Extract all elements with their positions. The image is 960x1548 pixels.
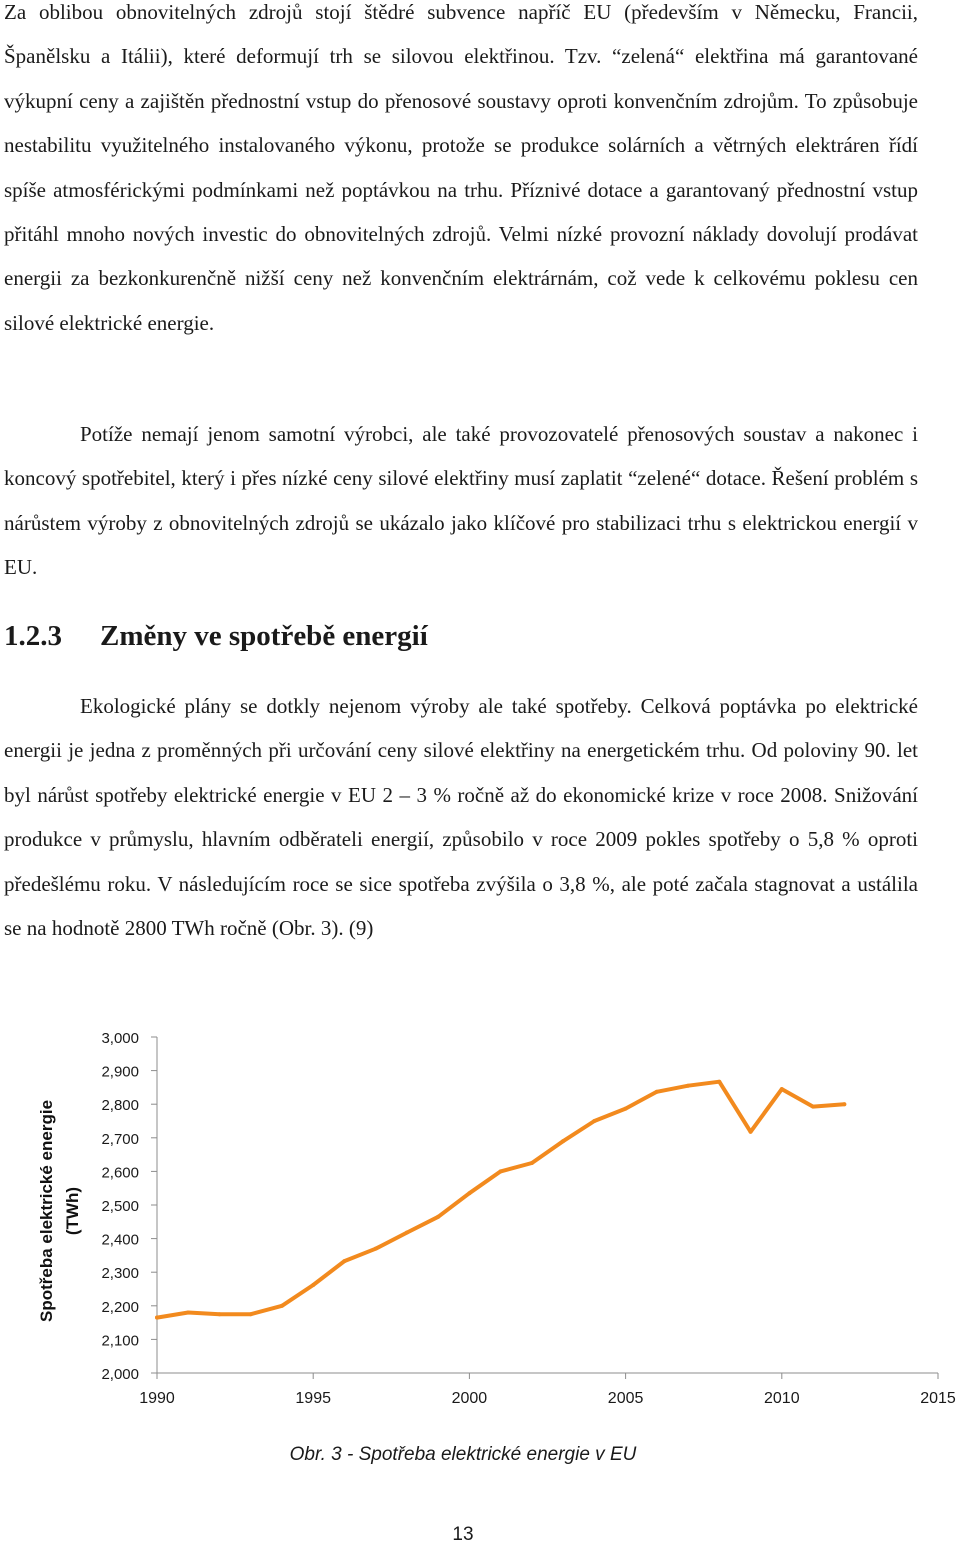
- x-tick-label: 2005: [607, 1390, 644, 1407]
- data-point: [186, 1311, 190, 1315]
- data-point: [811, 1105, 815, 1109]
- data-point: [217, 1312, 221, 1316]
- page-number: 13: [452, 1524, 474, 1545]
- y-tick-label: 2,700: [101, 1130, 139, 1148]
- data-point: [311, 1283, 315, 1287]
- data-point: [655, 1090, 659, 1094]
- data-point: [249, 1312, 253, 1316]
- section-title: Změny ve spotřebě energií: [100, 620, 428, 652]
- x-tick-label: 1990: [139, 1390, 175, 1407]
- data-point: [561, 1139, 565, 1143]
- data-point: [374, 1247, 378, 1251]
- data-point: [155, 1316, 159, 1320]
- paragraph-problems: [4, 412, 918, 590]
- paragraph-subsidies: [4, 0, 918, 345]
- data-point: [342, 1259, 346, 1263]
- y-axis-label: (TWh): [63, 1186, 82, 1236]
- data-point: [499, 1169, 503, 1173]
- y-tick-label: 2,300: [101, 1265, 139, 1283]
- y-axis-label: Spotřeba elektrické energie: [37, 1099, 56, 1323]
- data-point: [467, 1191, 471, 1195]
- paragraph-consumption: [4, 684, 918, 950]
- y-tick-label: 2,400: [101, 1231, 139, 1249]
- data-point: [686, 1084, 690, 1088]
- y-tick-label: 2,000: [101, 1366, 139, 1383]
- figure-caption: Obr. 3 - Spotřeba elektrické energie v EU: [289, 1444, 637, 1465]
- consumption-chart: [0, 1010, 960, 1420]
- data-point: [280, 1304, 284, 1308]
- y-tick-label: 2,900: [101, 1063, 139, 1081]
- data-point: [530, 1161, 534, 1165]
- consumption-series-line: [157, 1082, 844, 1318]
- y-tick-label: 2,200: [101, 1298, 139, 1316]
- y-tick-label: 2,500: [101, 1198, 139, 1215]
- paragraph-text: Ekologické plány se dotkly nejenom výroby ale také spotřeby. Celková poptávka po elektrické energii je jedna z proměnných při určování ceny silové elektřiny na energetickém trhu. Od poloviny 90. let byl nárůst spotřeby elektrické energie v EU 2 – 3 % ročně až do ekonomické krize v roce 2008. Snižování produkce v průmyslu, hlavním odběrateli energií, způsobilo v roce 2009 pokles spotřeby o 5,8 % oproti předešlému roku. V následujícím roce se sice spotřeba zvýšila o 3,8 %, ale poté začala stagnovat a ustálila se na hodnotě 2800 TWh ročně (Obr. 3). (9): [4, 694, 918, 941]
- data-point: [592, 1119, 596, 1123]
- paragraph-text: Za oblibou obnovitelných zdrojů stojí štědré subvence napříč EU (především v Německu, Francii, Španělsku a Itálii), které deformují trh se silovou elektřinou. Tzv. “zelená“ elektřina má garantované výkupní ceny a zajištěn přednostní vstup do přenosové soustavy oproti konvenčním zdrojům. To způsobuje nestabilitu využitelného instalovaného výkonu, protože se produkce solárních a větrných elektráren řídí spíše atmosférickými podmínkami než poptávkou na trhu. Příznivé dotace a garantovaný přednostní vstup přitáhl mnoho nových investic do obnovitelných zdrojů. Velmi nízké provozní náklady dovolují prodávat energii za bezkonkurenčně nižší ceny než konvenčním elektrárnám, což vede k celkovému poklesu cen silové elektrické energie.: [4, 0, 918, 335]
- y-tick-label: 2,600: [101, 1164, 139, 1182]
- data-point: [717, 1080, 721, 1084]
- data-point: [436, 1215, 440, 1219]
- data-point: [842, 1102, 846, 1106]
- data-point: [624, 1107, 628, 1111]
- y-tick-label: 3,000: [101, 1030, 139, 1047]
- section-number: 1.2.3: [4, 620, 62, 652]
- chart-svg: [0, 1010, 960, 1420]
- x-tick-label: 2010: [764, 1390, 800, 1407]
- x-tick-label: 2015: [920, 1390, 956, 1407]
- y-tick-label: 2,800: [101, 1097, 139, 1115]
- y-tick-label: 2,100: [101, 1332, 139, 1350]
- data-point: [749, 1130, 753, 1134]
- x-tick-label: 2000: [451, 1390, 488, 1407]
- section-heading: [4, 620, 428, 653]
- data-point: [405, 1231, 409, 1235]
- data-point: [780, 1087, 784, 1091]
- x-tick-label: 1995: [295, 1390, 331, 1407]
- paragraph-text: Potíže nemají jenom samotní výrobci, ale také provozovatelé přenosových soustav a nakonec i koncový spotřebitel, který i přes nízké ceny silové elektřiny musí zaplatit “zelené“ dotace. Řešení problém s nárůstem výroby z obnovitelných zdrojů se ukázalo jako klíčové pro stabilizaci trhu s elektrickou energií v EU.: [4, 422, 918, 580]
